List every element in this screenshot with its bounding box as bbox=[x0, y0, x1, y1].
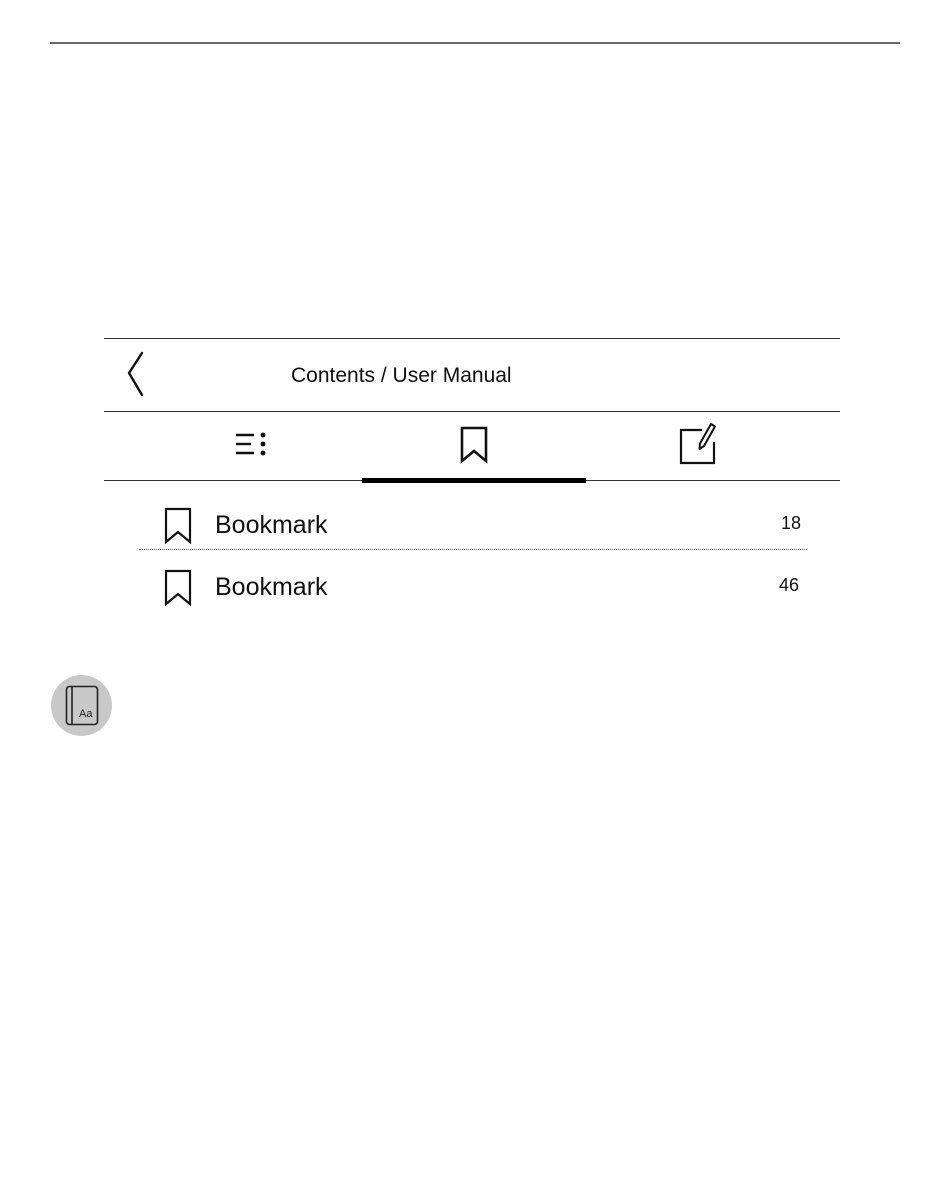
back-button[interactable] bbox=[120, 349, 150, 401]
page-top-rule bbox=[50, 42, 900, 44]
tab-bookmarks[interactable] bbox=[362, 412, 586, 480]
bookmark-list bbox=[139, 481, 807, 618]
table-of-contents-icon bbox=[234, 430, 268, 460]
bookmark-icon bbox=[459, 426, 489, 464]
tab-notes[interactable] bbox=[586, 412, 840, 480]
bookmark-list-item[interactable] bbox=[139, 550, 807, 618]
note-edit-icon bbox=[678, 422, 718, 466]
bookmark-label: Bookmark bbox=[215, 573, 328, 601]
badge-text: Aa bbox=[79, 708, 93, 720]
tab-bar bbox=[104, 412, 840, 481]
bookmark-page-number: 18 bbox=[780, 513, 801, 533]
panel-header bbox=[104, 338, 840, 412]
tab-contents[interactable] bbox=[104, 412, 362, 480]
contents-panel bbox=[104, 338, 840, 618]
bookmark-icon bbox=[164, 569, 192, 607]
reader-badge bbox=[51, 675, 112, 736]
chevron-left-icon bbox=[120, 349, 150, 401]
page-title: Contents / User Manual bbox=[291, 364, 512, 387]
bookmark-list-item[interactable] bbox=[139, 481, 807, 550]
bookmark-page-number: 46 bbox=[778, 575, 799, 595]
bookmark-icon bbox=[164, 507, 192, 545]
bookmark-label: Bookmark bbox=[215, 511, 328, 539]
book-font-icon bbox=[65, 685, 99, 727]
